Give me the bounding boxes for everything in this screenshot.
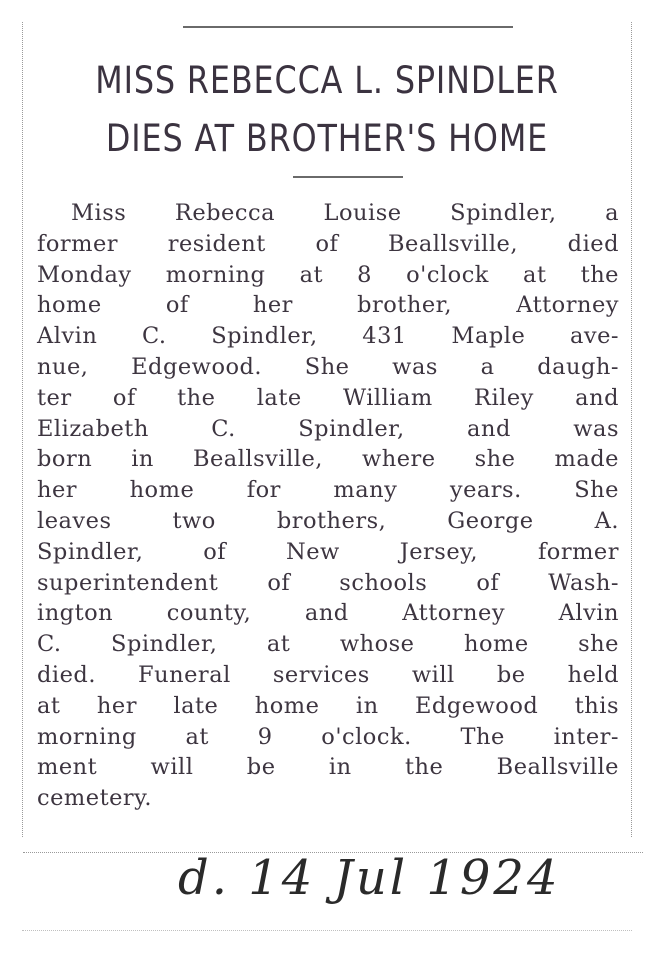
article-line: her home for many years. She xyxy=(37,477,619,504)
article-line: Miss Rebecca Louise Spindler, a xyxy=(71,200,619,226)
article-line: leaves two brothers, George A. xyxy=(37,507,619,534)
handwritten-death-date: d. 14 Jul 1924 xyxy=(178,850,561,906)
article-line: morning at 9 o'clock. The inter- xyxy=(37,723,619,750)
article-line: superintendent of schools of Wash- xyxy=(37,569,619,596)
article-line: cemetery. xyxy=(37,785,153,812)
headline xyxy=(66,52,589,168)
article-line: nue, Edgewood. She was a daugh- xyxy=(37,353,619,380)
article-line: ington county, and Attorney Alvin xyxy=(37,600,619,627)
headline-divider xyxy=(293,176,403,178)
article-body xyxy=(37,198,619,814)
newspaper-clipping xyxy=(22,22,632,837)
headline-line-2: DIES AT BROTHER'S HOME xyxy=(105,117,549,160)
article-line: Alvin C. Spindler, 431 Maple ave- xyxy=(37,323,619,350)
article-line: Spindler, of New Jersey, former xyxy=(37,538,619,565)
scan-edge xyxy=(22,930,632,931)
article-line: C. Spindler, at whose home she xyxy=(37,631,619,658)
top-rule xyxy=(183,26,513,28)
article-line: born in Beallsville, where she made xyxy=(37,446,619,473)
article-line: ment will be in the Beallsville xyxy=(37,754,619,781)
article-line: former resident of Beallsville, died xyxy=(37,230,619,257)
article-line: home of her brother, Attorney xyxy=(37,292,619,319)
article-line: died. Funeral services will be held xyxy=(37,661,619,688)
article-line: Monday morning at 8 o'clock at the xyxy=(37,261,619,288)
article-line: at her late home in Edgewood this xyxy=(37,692,619,719)
article-line: Elizabeth C. Spindler, and was xyxy=(37,415,619,442)
article-line: ter of the late William Riley and xyxy=(37,384,619,411)
headline-line-1: MISS REBECCA L. SPINDLER xyxy=(95,59,559,102)
